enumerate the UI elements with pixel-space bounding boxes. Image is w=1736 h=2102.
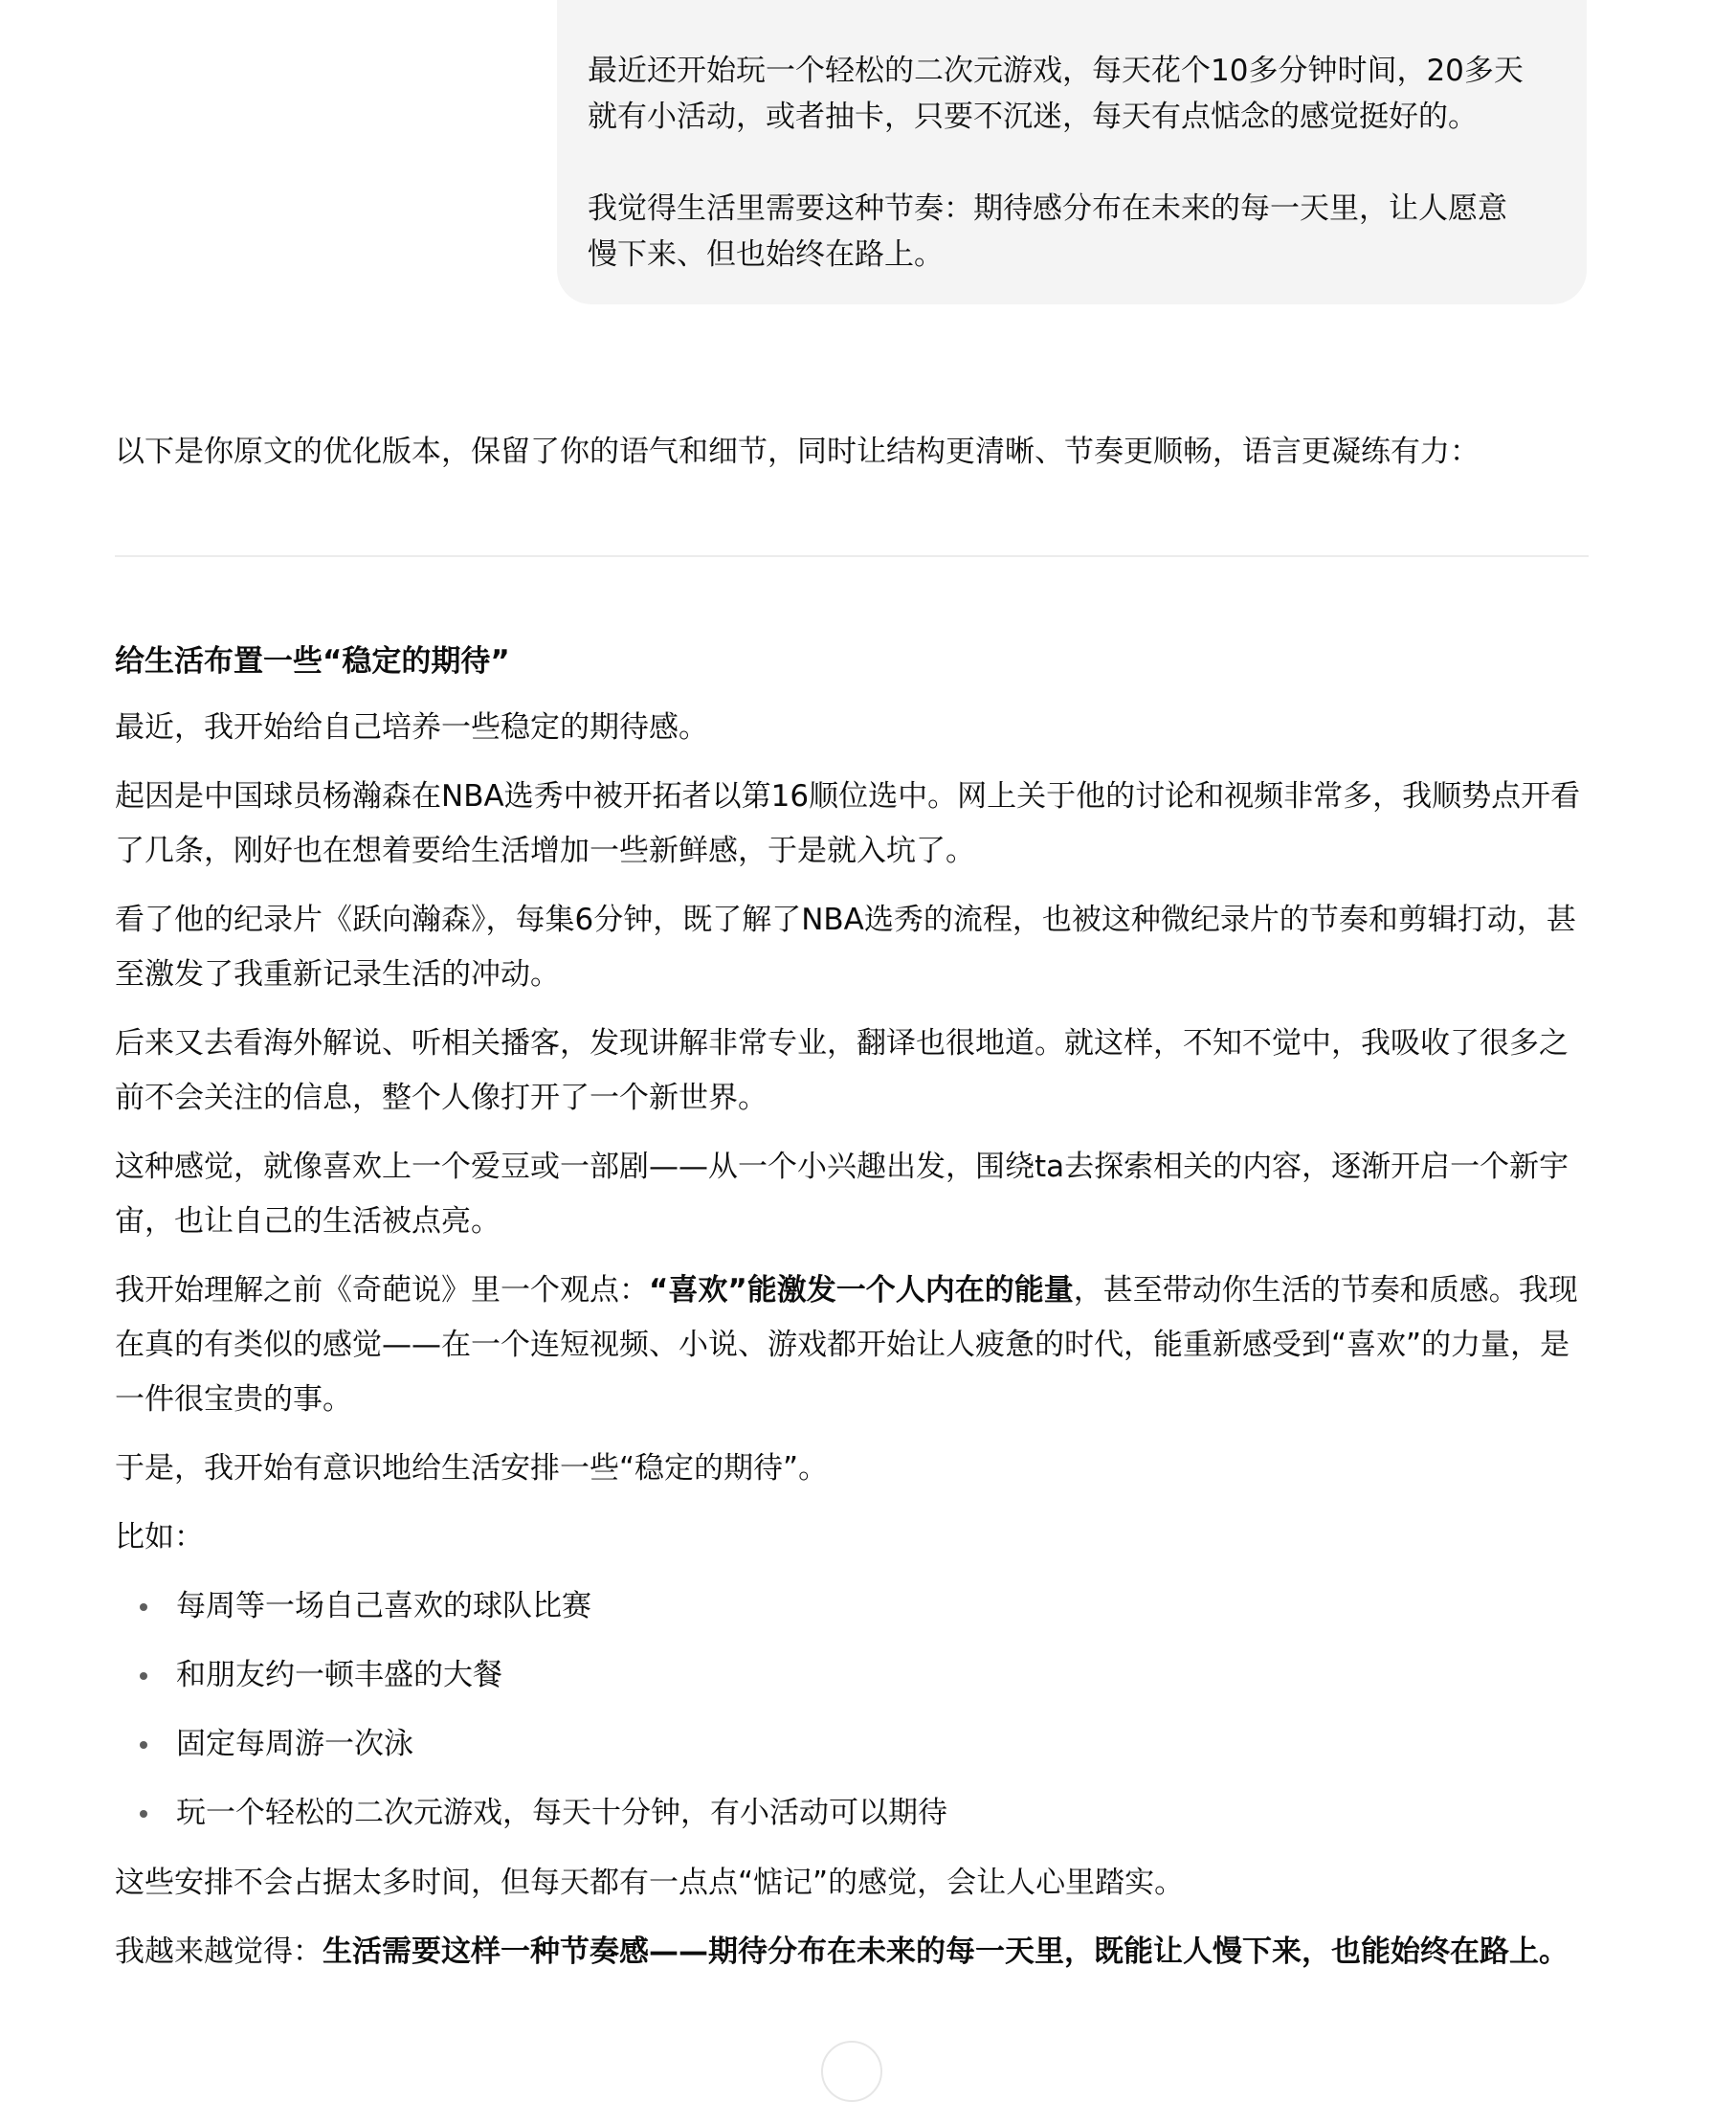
- examples-list: [115, 1579, 1589, 1841]
- bullet-icon: [140, 1810, 147, 1818]
- bullet-icon: [140, 1603, 147, 1611]
- reply-intro: 以下是你原文的优化版本，保留了你的语气和细节，同时让结构更清晰、节奏更顺畅，语言更凝练有力：: [115, 435, 1480, 469]
- article-paragraph: 起因是中国球员杨瀚森在NBA选秀中被开拓者以第16顺位选中。网上关于他的讨论和视频非常多，我顺势点开看了几条，刚好也在想着要给生活增加一些新鲜感，于是就入坑了。: [115, 779, 1581, 868]
- article-paragraph: 这些安排不会占据太多时间，但每天都有一点点“惦记”的感觉，会让人心里踏实。: [115, 1866, 1185, 1900]
- bold-text: “喜欢”能激发一个人内在的能量: [649, 1273, 1074, 1308]
- list-item: [115, 1786, 1589, 1841]
- article-paragraph: 这种感觉，就像喜欢上一个爱豆或一部剧——从一个小兴趣出发，围绕ta去探索相关的内容，逐渐开启一个新宇宙，也让自己的生活被点亮。: [115, 1150, 1569, 1239]
- assistant-reply: [115, 425, 1589, 1994]
- bullet-icon: [140, 1672, 147, 1680]
- bullet-icon: [140, 1741, 147, 1749]
- article-paragraph: 最近，我开始给自己培养一些稳定的期待感。: [115, 710, 708, 745]
- article-paragraph: 看了他的纪录片《跃向瀚森》，每集6分钟，既了解了NBA选秀的流程，也被这种微纪录片的节奏和剪辑打动，甚至激发了我重新记录生活的冲动。: [115, 903, 1576, 992]
- list-item: [115, 1579, 1589, 1634]
- scroll-down-button[interactable]: [821, 2041, 882, 2102]
- article-paragraph: [115, 1925, 1589, 1979]
- list-item-text: 固定每周游一次泳: [176, 1727, 413, 1761]
- bold-text: 生活需要这样一种节奏感——期待分布在未来的每一天里，既能让人慢下来，也能始终在路上。: [323, 1934, 1569, 1969]
- paragraph-text: 我越来越觉得：: [115, 1934, 323, 1969]
- list-item: [115, 1717, 1589, 1772]
- user-message-bubble: [557, 0, 1587, 304]
- list-item-text: 玩一个轻松的二次元游戏，每天十分钟，有小活动可以期待: [176, 1796, 947, 1830]
- article-title: 给生活布置一些“稳定的期待”: [115, 644, 510, 679]
- paragraph-text: ，甚至带动你生活的节奏和质感。我现在真的有类似的感觉——在一个连短视频、小说、游戏都开始让人疲惫的时代，能重新感受到“喜欢”的力量，是一件很宝贵的事。: [115, 1273, 1578, 1417]
- list-item-text: 每周等一场自己喜欢的球队比赛: [176, 1589, 591, 1623]
- user-message-paragraph: 我觉得生活里需要这种节奏：期待感分布在未来的每一天里，让人愿意慢下来、但也始终在路上。: [588, 191, 1507, 272]
- list-item-text: 和朋友约一顿丰盛的大餐: [176, 1658, 502, 1692]
- divider: [115, 555, 1589, 557]
- article-paragraph: [115, 1263, 1589, 1427]
- article-paragraph: 于是，我开始有意识地给生活安排一些“稳定的期待”。: [115, 1451, 829, 1486]
- article-paragraph: 比如：: [115, 1520, 204, 1554]
- user-message-paragraph: 最近还开始玩一个轻松的二次元游戏，每天花个10多分钟时间，20多天就有小活动，或者抽卡，只要不沉迷，每天有点惦念的感觉挺好的。: [588, 54, 1524, 134]
- article-paragraph: 后来又去看海外解说、听相关播客，发现讲解非常专业，翻译也很地道。就这样，不知不觉中，我吸收了很多之前不会关注的信息，整个人像打开了一个新世界。: [115, 1026, 1569, 1115]
- paragraph-text: 我开始理解之前《奇葩说》里一个观点：: [115, 1273, 649, 1308]
- list-item: [115, 1648, 1589, 1703]
